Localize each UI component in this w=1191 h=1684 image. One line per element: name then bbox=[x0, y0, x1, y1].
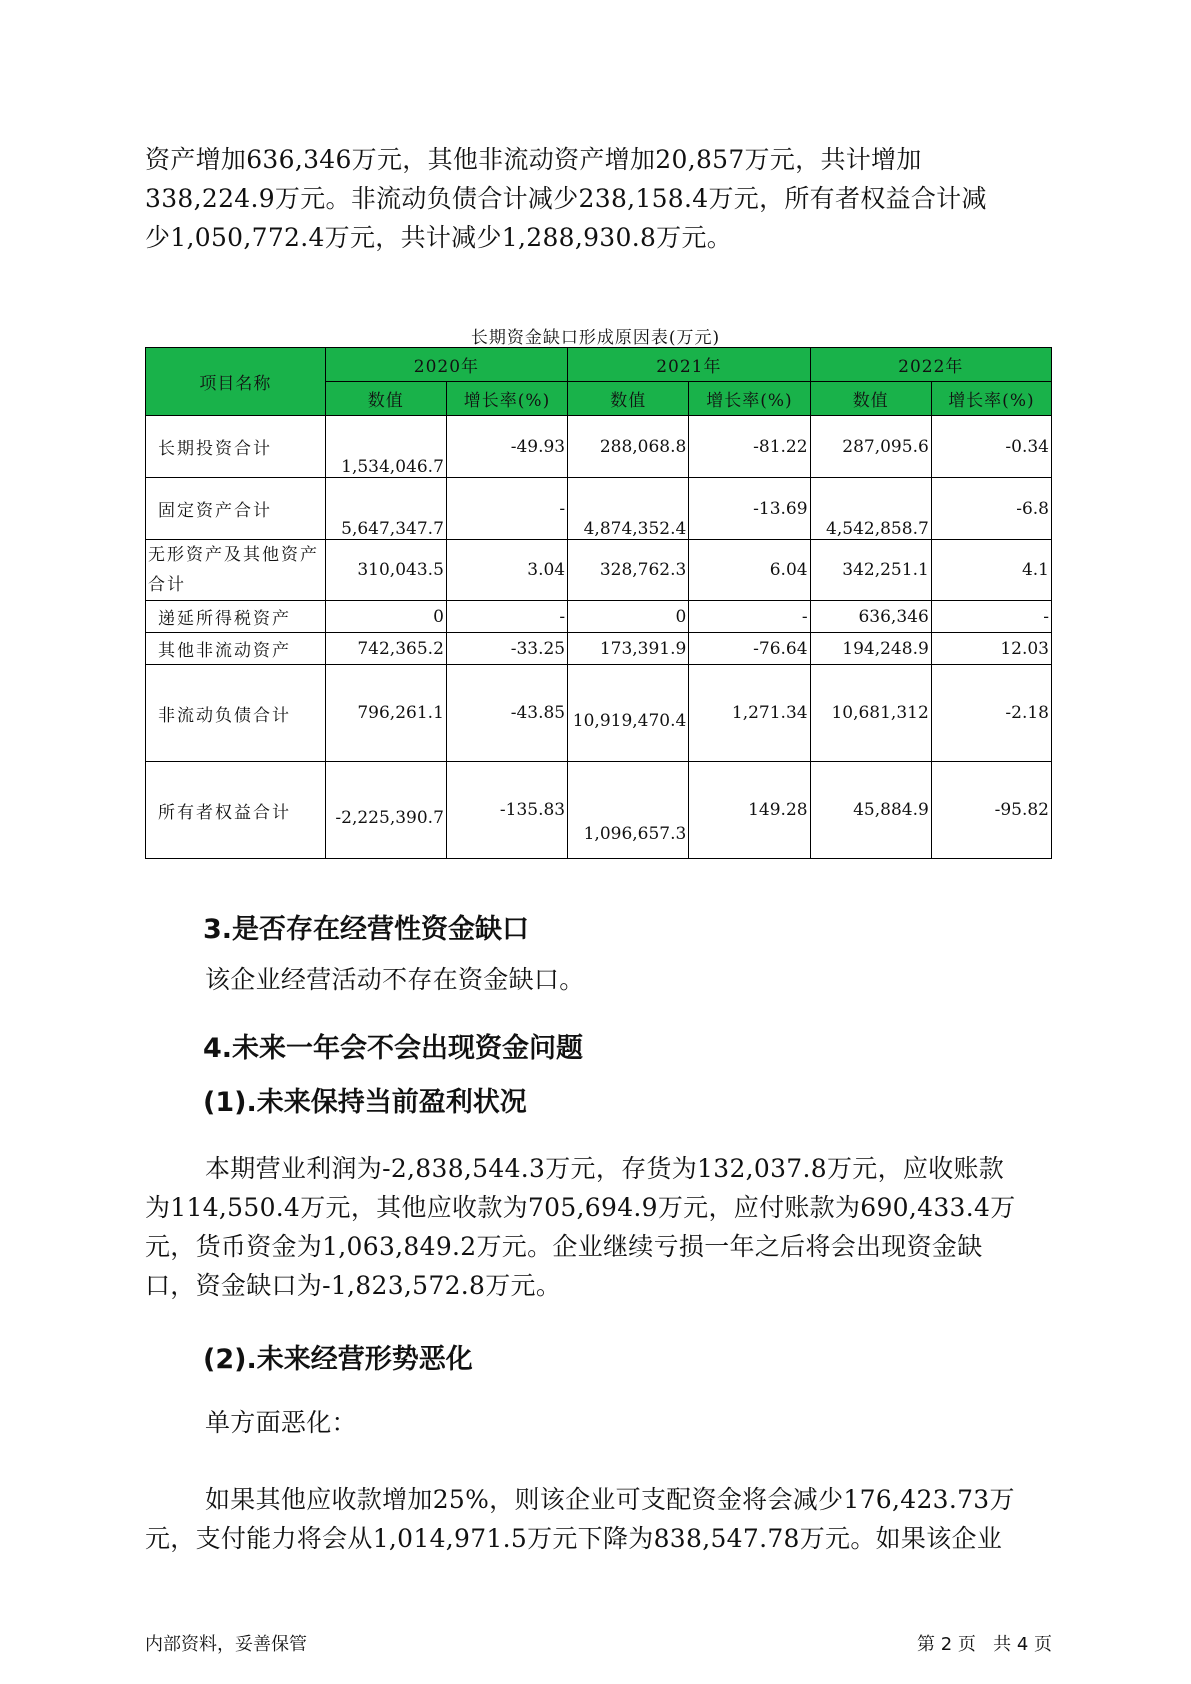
cell-growth: 1,271.34 bbox=[689, 665, 810, 762]
cell-growth: -81.22 bbox=[689, 416, 810, 478]
cell-value: 636,346 bbox=[810, 601, 931, 633]
cell-value: 342,251.1 bbox=[810, 540, 931, 601]
header-year: 2020年 bbox=[325, 348, 567, 382]
cell-growth: -76.64 bbox=[689, 633, 810, 665]
intro-line: 少1,050,772.4万元，共计减少1,288,930.8万元。 bbox=[145, 223, 733, 252]
cell-value: 0 bbox=[568, 601, 689, 633]
cell-growth: -0.34 bbox=[931, 416, 1051, 478]
paragraph-line: 元，货币资金为1,063,849.2万元。企业继续亏损一年之后将会出现资金缺 bbox=[145, 1232, 983, 1261]
table-row bbox=[146, 540, 1052, 601]
cell-growth: 4.1 bbox=[931, 540, 1051, 601]
cell-growth: -6.8 bbox=[931, 478, 1051, 540]
row-name: 递延所得税资产 bbox=[146, 601, 326, 633]
cell-value: 10,681,312 bbox=[810, 665, 931, 762]
footer-page-number: 第 2 页 共 4 页 bbox=[917, 1634, 1052, 1655]
cell-value: 287,095.6 bbox=[810, 416, 931, 478]
subsection-1-paragraph bbox=[145, 1149, 1055, 1305]
section-3-heading: 3.是否存在经营性资金缺口 bbox=[203, 914, 530, 945]
cell-value: 328,762.3 bbox=[568, 540, 689, 601]
paragraph-line: 为114,550.4万元，其他应收款为705,694.9万元，应付账款为690,433.4万 bbox=[145, 1193, 1016, 1222]
header-value: 数值 bbox=[810, 382, 931, 416]
cell-value: 1,534,046.7 bbox=[325, 416, 446, 478]
cell-growth: -2.18 bbox=[931, 665, 1051, 762]
cell-value: 310,043.5 bbox=[325, 540, 446, 601]
cell-growth: -95.82 bbox=[931, 762, 1051, 859]
cell-value: 4,542,858.7 bbox=[810, 478, 931, 540]
header-value: 数值 bbox=[325, 382, 446, 416]
subsection-2-paragraph bbox=[145, 1480, 1055, 1558]
table-row bbox=[146, 416, 1052, 478]
cell-growth: 12.03 bbox=[931, 633, 1051, 665]
cell-value: 5,647,347.7 bbox=[325, 478, 446, 540]
cell-growth: 149.28 bbox=[689, 762, 810, 859]
table-row bbox=[146, 601, 1052, 633]
footer-confidential: 内部资料，妥善保管 bbox=[145, 1634, 307, 1655]
cell-growth: -49.93 bbox=[446, 416, 567, 478]
table-row bbox=[146, 762, 1052, 859]
cell-growth: -33.25 bbox=[446, 633, 567, 665]
subsection-2-label bbox=[145, 1403, 1055, 1442]
cell-growth: - bbox=[689, 601, 810, 633]
header-growth: 增长率(%) bbox=[931, 382, 1051, 416]
cell-growth: - bbox=[446, 478, 567, 540]
header-value: 数值 bbox=[568, 382, 689, 416]
cell-growth: -135.83 bbox=[446, 762, 567, 859]
table-row bbox=[146, 478, 1052, 540]
funding-gap-table bbox=[145, 347, 1052, 859]
header-item-name: 项目名称 bbox=[146, 348, 326, 416]
paragraph-line: 单方面恶化： bbox=[205, 1408, 357, 1437]
table-row bbox=[146, 665, 1052, 762]
cell-value: 4,874,352.4 bbox=[568, 478, 689, 540]
cell-value: 45,884.9 bbox=[810, 762, 931, 859]
paragraph-line: 口，资金缺口为-1,823,572.8万元。 bbox=[145, 1271, 562, 1300]
section-4-heading: 4.未来一年会不会出现资金问题 bbox=[203, 1033, 584, 1064]
cell-value: -2,225,390.7 bbox=[325, 762, 446, 859]
paragraph-line: 如果其他应收款增加25%，则该企业可支配资金将会减少176,423.73万 bbox=[205, 1485, 1015, 1514]
header-growth: 增长率(%) bbox=[446, 382, 567, 416]
paragraph-line: 元，支付能力将会从1,014,971.5万元下降为838,547.78万元。如果该企业 bbox=[145, 1524, 1003, 1553]
table-row bbox=[146, 633, 1052, 665]
row-name: 固定资产合计 bbox=[146, 478, 326, 540]
cell-value: 10,919,470.4 bbox=[568, 665, 689, 762]
paragraph-line: 本期营业利润为-2,838,544.3万元，存货为132,037.8万元，应收账款 bbox=[205, 1154, 1005, 1183]
cell-value: 742,365.2 bbox=[325, 633, 446, 665]
header-year: 2022年 bbox=[810, 348, 1051, 382]
header-growth: 增长率(%) bbox=[689, 382, 810, 416]
cell-value: 194,248.9 bbox=[810, 633, 931, 665]
cell-value: 173,391.9 bbox=[568, 633, 689, 665]
cell-growth: - bbox=[446, 601, 567, 633]
row-name: 无形资产及其他资产合计 bbox=[146, 540, 326, 601]
cell-growth: 6.04 bbox=[689, 540, 810, 601]
cell-value: 0 bbox=[325, 601, 446, 633]
cell-value: 288,068.8 bbox=[568, 416, 689, 478]
intro-paragraph bbox=[145, 140, 1055, 257]
subsection-2-heading: (2).未来经营形势恶化 bbox=[203, 1344, 473, 1375]
cell-growth: -43.85 bbox=[446, 665, 567, 762]
row-name: 所有者权益合计 bbox=[146, 762, 326, 859]
header-year: 2021年 bbox=[568, 348, 810, 382]
intro-line: 资产增加636,346万元，其他非流动资产增加20,857万元，共计增加 bbox=[145, 145, 922, 174]
subsection-1-heading: (1).未来保持当前盈利状况 bbox=[203, 1087, 527, 1118]
cell-growth: -13.69 bbox=[689, 478, 810, 540]
row-name: 长期投资合计 bbox=[146, 416, 326, 478]
row-name: 非流动负债合计 bbox=[146, 665, 326, 762]
intro-line: 338,224.9万元。非流动负债合计减少238,158.4万元，所有者权益合计减 bbox=[145, 184, 987, 213]
table-caption: 长期资金缺口形成原因表(万元) bbox=[470, 328, 721, 348]
cell-value: 1,096,657.3 bbox=[568, 762, 689, 859]
section-3-text bbox=[145, 960, 1055, 999]
cell-growth: 3.04 bbox=[446, 540, 567, 601]
cell-value: 796,261.1 bbox=[325, 665, 446, 762]
cell-growth: - bbox=[931, 601, 1051, 633]
section-3-line: 该企业经营活动不存在资金缺口。 bbox=[205, 965, 585, 994]
row-name: 其他非流动资产 bbox=[146, 633, 326, 665]
